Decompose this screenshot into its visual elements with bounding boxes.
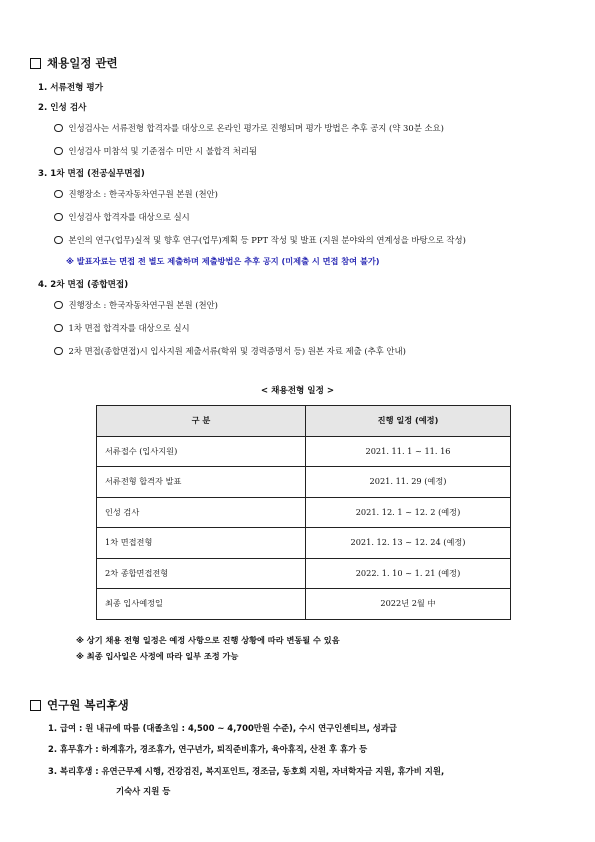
circle-bullet-icon (54, 213, 63, 222)
row-date: 2021. 12. 1 ~ 12. 2 (예정) (306, 497, 511, 528)
section-title: 연구원 복리후생 (47, 698, 129, 712)
table-row (97, 558, 511, 589)
table-row (97, 436, 511, 467)
table-row (97, 497, 511, 528)
circle-bullet-icon (54, 124, 63, 133)
bullet-item: 진행장소 : 한국자동차연구원 본원 (천안) (54, 188, 218, 200)
schedule-note: ※ 최종 입사일은 사정에 따라 일부 조정 가능 (76, 651, 239, 661)
circle-bullet-icon (54, 190, 63, 199)
bullet-item: 진행장소 : 한국자동차연구원 본원 (천안) (54, 299, 218, 311)
row-date: 2021. 12. 13 ~ 12. 24 (예정) (306, 528, 511, 559)
bullet-item: 인성검사 합격자를 대상으로 실시 (54, 211, 190, 223)
circle-bullet-icon (54, 347, 63, 356)
row-date: 2021. 11. 29 (예정) (306, 467, 511, 498)
row-label: 최종 입사예정일 (97, 589, 306, 620)
row-label: 서류접수 (입사지원) (97, 436, 306, 467)
presentation-note: ※ 발표자료는 면접 전 별도 제출하며 제출방법은 추후 공지 (미제출 시 면접 참여 불가) (66, 256, 380, 266)
bullet-item: 본인의 연구(업무)실적 및 향후 연구(업무)계획 등 PPT 작성 및 발표 (지원 분야와의 연계성을 바탕으로 작성) (54, 234, 466, 246)
checkbox-square-icon (30, 58, 41, 69)
table-row (97, 528, 511, 559)
row-date: 2022. 1. 10 ~ 1. 21 (예정) (306, 558, 511, 589)
circle-bullet-icon (54, 147, 63, 156)
schedule-table (96, 405, 511, 620)
item-document-screening: 1. 서류전형 평가 (38, 83, 104, 93)
benefit-salary: 1. 급여 : 원 내규에 따름 (대졸초임 : 4,500 ~ 4,700만원 수준), 수시 연구인센티브, 성과급 (48, 723, 397, 733)
circle-bullet-icon (54, 301, 63, 310)
schedule-caption: < 채용전형 일정 > (260, 386, 335, 396)
benefit-welfare-continued: 기숙사 지원 등 (116, 786, 171, 796)
benefit-leave: 2. 휴무휴가 : 하계휴가, 경조휴가, 연구년가, 퇴직준비휴가, 육아휴직, 산전 후 휴가 등 (48, 744, 368, 754)
circle-bullet-icon (54, 324, 63, 333)
row-label: 인성 검사 (97, 497, 306, 528)
circle-bullet-icon (54, 236, 63, 245)
table-row (97, 467, 511, 498)
section-heading-benefits (30, 697, 129, 713)
bullet-item: 인성검사 미참석 및 기준점수 미만 시 불합격 처리됨 (54, 145, 257, 157)
item-first-interview: 3. 1차 면접 (전공실무면접) (38, 169, 145, 179)
section-title: 채용일정 관련 (47, 56, 118, 70)
benefit-welfare: 3. 복리후생 : 유연근무제 시행, 건강검진, 복지포인트, 경조금, 동호회 지원, 자녀학자금 지원, 휴가비 지원, (48, 766, 445, 776)
row-label: 2차 종합면접전형 (97, 558, 306, 589)
checkbox-square-icon (30, 700, 41, 711)
section-heading-schedule (30, 55, 118, 71)
row-label: 서류전형 합격자 발표 (97, 467, 306, 498)
bullet-item: 2차 면접(종합면접)시 입사지원 제출서류(학위 및 경력증명서 등) 원본 자료 제출 (추후 안내) (54, 345, 406, 357)
item-second-interview: 4. 2차 면접 (종합면접) (38, 280, 129, 290)
bullet-item: 1차 면접 합격자를 대상으로 실시 (54, 322, 190, 334)
header-schedule: 진행 일정 (예정) (306, 406, 511, 437)
row-date: 2022년 2월 中 (306, 589, 511, 620)
row-label: 1차 면접전형 (97, 528, 306, 559)
item-personality-test: 2. 인성 검사 (38, 103, 87, 113)
header-category: 구 분 (97, 406, 306, 437)
table-row (97, 589, 511, 620)
table-header-row (97, 406, 511, 437)
row-date: 2021. 11. 1 ~ 11. 16 (306, 436, 511, 467)
bullet-item: 인성검사는 서류전형 합격자를 대상으로 온라인 평가로 진행되며 평가 방법은 추후 공지 (약 30분 소요) (54, 122, 444, 134)
schedule-note: ※ 상기 채용 전형 일정은 예정 사항으로 진행 상황에 따라 변동될 수 있음 (76, 635, 340, 645)
